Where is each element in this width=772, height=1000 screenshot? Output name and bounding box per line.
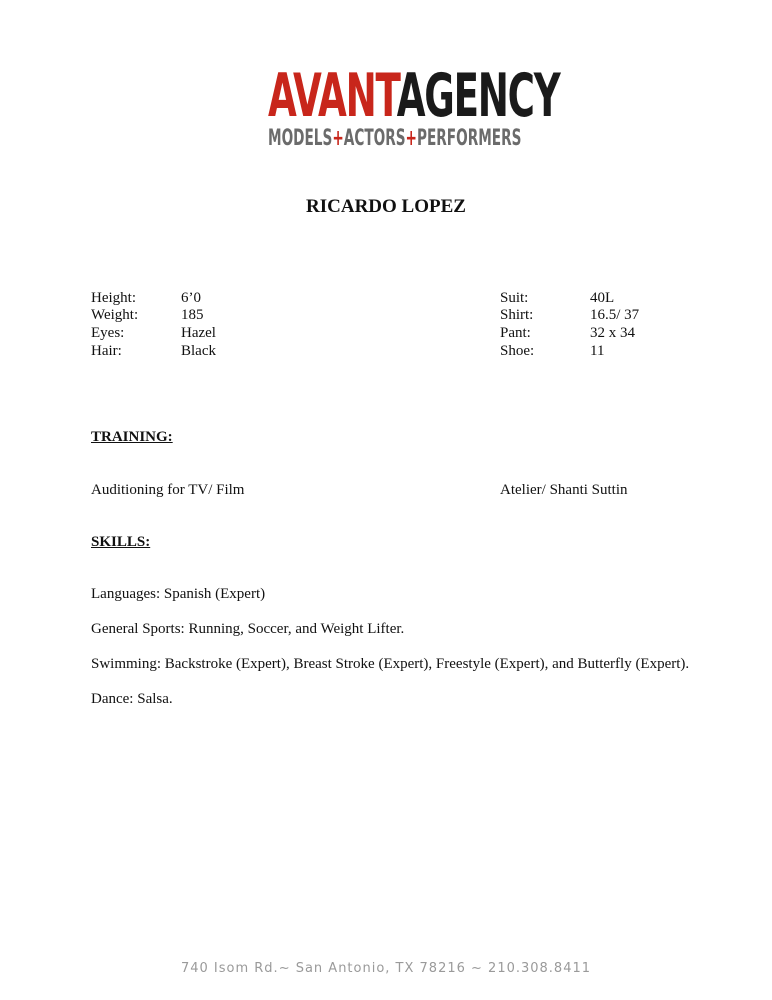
stat-value-height: 6’0 [181,290,201,306]
logo-wordmark [268,61,560,131]
stat-value-eyes: Hazel [181,325,216,341]
logo-models: MODELS [268,126,333,151]
training-heading: TRAINING: [91,429,173,445]
stat-label-eyes: Eyes: [91,325,125,341]
stat-label-shoe: Shoe: [500,343,535,359]
skill-swimming: Swimming: Backstroke (Expert), Breast Stroke (Expert), Freestyle (Expert), and Butterfly (Expert). [91,656,690,672]
logo-tagline [268,126,521,152]
logo-plus-icon: + [332,126,344,151]
skill-dance: Dance: Salsa. [91,691,173,707]
skills-heading: SKILLS: [91,534,151,550]
training-course: Auditioning for TV/ Film [91,482,245,498]
stat-label-pant: Pant: [500,325,531,341]
skill-sports: General Sports: Running, Soccer, and Weight Lifter. [91,621,405,637]
stat-label-suit: Suit: [500,290,529,306]
stat-label-hair: Hair: [91,343,122,359]
agency-logo [268,61,560,151]
training-school: Atelier/ Shanti Suttin [500,482,628,498]
skill-languages: Languages: Spanish (Expert) [91,586,266,602]
logo-avant: AVANT [268,61,397,131]
stat-label-shirt: Shirt: [500,307,534,323]
stat-value-shoe: 11 [590,343,605,359]
stat-label-height: Height: [91,290,136,306]
logo-performers: PERFORMERS [416,126,522,151]
logo-agency: AGENCY [396,61,560,131]
stat-value-weight: 185 [181,307,204,323]
logo-actors: ACTORS [343,126,406,151]
stat-value-hair: Black [181,343,216,359]
logo-plus-icon: + [405,126,417,151]
stat-value-suit: 40L [590,290,615,306]
stat-value-pant: 32 x 34 [590,325,635,341]
stat-value-shirt: 16.5/ 37 [590,307,640,323]
page-title: RICARDO LOPEZ [306,196,466,217]
stat-label-weight: Weight: [91,307,139,323]
footer-address: 740 Isom Rd.~ San Antonio, TX 78216 ~ 210.308.8411 [180,961,592,976]
